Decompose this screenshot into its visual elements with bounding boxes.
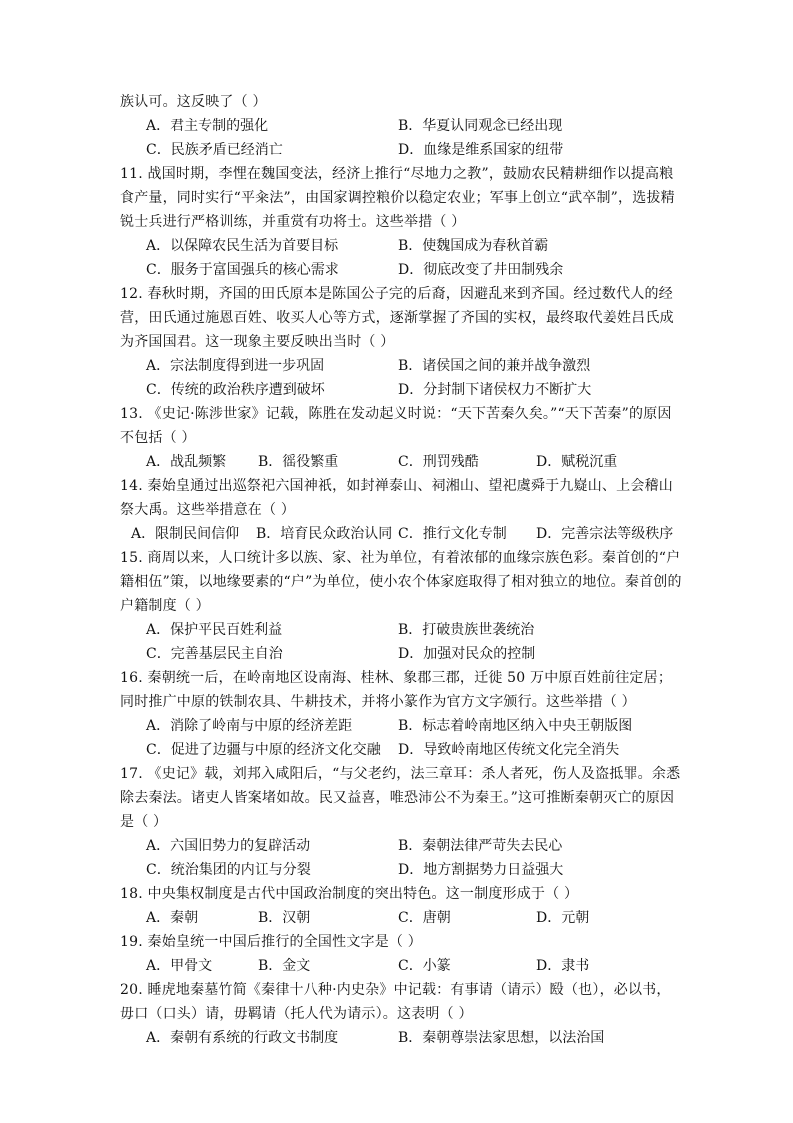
option-13-c: C．刑罚残酷 xyxy=(398,454,479,470)
option-10-c: C．民族矛盾已经消亡 xyxy=(146,142,283,158)
option-19-a: A．甲骨文 xyxy=(146,958,213,974)
option-10-d: D．血缘是维系国家的纽带 xyxy=(398,142,564,158)
option-14-c: C．推行文化专制 xyxy=(398,526,507,542)
question-17-line-1: 17. 《史记》载，刘邦入咸阳后，“与父老约，法三章耳：杀人者死，伤人及盗抵罪。余悉 xyxy=(120,766,681,782)
option-14-a: A．限制民间信仰 xyxy=(131,526,240,542)
question-11-line-3: 锐士兵进行严格训练，并重赏有功将士。这些举措（ ） xyxy=(120,214,466,230)
option-13-a: A．战乱频繁 xyxy=(146,454,227,470)
question-15-line-2: 籍相伍”策，以地缘要素的“户”为单位，使小农个体家庭取得了相对独立的地位。秦首创的 xyxy=(120,574,682,590)
option-18-d: D．元朝 xyxy=(536,910,590,926)
question-17-line-3: 是（ ） xyxy=(120,814,168,830)
option-14-b: B．培育民众政治认同 xyxy=(256,526,393,542)
question-14-line-2: 祭大禹。这些举措意在（ ） xyxy=(120,502,296,518)
question-17-line-2: 除去秦法。诸吏人皆案堵如故。民又益喜，唯恐沛公不为秦王。”这可推断秦朝灭亡的原因 xyxy=(120,790,675,806)
option-18-c: C．唐朝 xyxy=(398,910,451,926)
question-14-line-1: 14. 秦始皇通过出巡祭祀六国神祇，如封禅泰山、祠湘山、望祀虞舜于九嶷山、上会稽山 xyxy=(120,478,673,494)
question-13-line-2: 不包括（ ） xyxy=(120,430,196,446)
option-20-b: B．秦朝尊崇法家思想，以法治国 xyxy=(398,1030,605,1046)
question-18-line-1: 18. 中央集权制度是古代中国政治制度的突出特色。这一制度形成于（ ） xyxy=(120,886,579,902)
option-12-a: A．宗法制度得到进一步巩固 xyxy=(146,358,325,374)
option-10-a: A．君主专制的强化 xyxy=(146,118,269,134)
question-19-line-1: 19. 秦始皇统一中国后推行的全国性文字是（ ） xyxy=(120,934,422,950)
option-20-a: A．秦朝有系统的行政文书制度 xyxy=(146,1030,339,1046)
option-15-c: C．完善基层民主自治 xyxy=(146,646,283,662)
option-16-b: B．标志着岭南地区纳入中央王朝版图 xyxy=(398,718,633,734)
question-16-line-1: 16. 秦朝统一后，在岭南地区设南海、桂林、象郡三郡，迁徙 50 万中原百姓前往定居； xyxy=(120,670,673,686)
option-19-c: C．小篆 xyxy=(398,958,451,974)
question-16-line-2: 同时推广中原的铁制农具、牛耕技术，并将小篆作为官方文字颁行。这些举措（ ） xyxy=(120,694,636,710)
question-13-line-1: 13. 《史记·陈涉世家》记载，陈胜在发动起义时说：“天下苦秦久矣。”“天下苦秦”的原因 xyxy=(120,406,672,422)
option-15-d: D．加强对民众的控制 xyxy=(398,646,536,662)
option-19-b: B．金文 xyxy=(258,958,311,974)
question-10-stem-end: 族认可。这反映了（ ） xyxy=(120,94,267,110)
question-15-line-3: 户籍制度（ ） xyxy=(120,598,210,614)
option-13-d: D．赋税沉重 xyxy=(536,454,618,470)
question-12-line-1: 12. 春秋时期，齐国的田氏原本是陈国公子完的后裔，因避乱来到齐国。经过数代人的经 xyxy=(120,286,673,302)
option-17-b: B．秦朝法律严苛失去民心 xyxy=(398,838,563,854)
question-20-line-1: 20. 睡虎地秦墓竹简《秦律十八种·内史杂》中记载：有事请（请示）殹（也），必以书， xyxy=(120,982,671,998)
option-10-b: B．华夏认同观念已经出现 xyxy=(398,118,563,134)
option-18-a: A．秦朝 xyxy=(146,910,199,926)
option-16-c: C．促进了边疆与中原的经济文化交融 xyxy=(146,742,381,758)
question-15-line-1: 15. 商周以来，人口统计多以族、家、社为单位，有着浓郁的血缘宗族色彩。秦首创的“户 xyxy=(120,550,681,566)
option-12-b: B．诸侯国之间的兼并战争激烈 xyxy=(398,358,591,374)
option-11-b: B．使魏国成为春秋首霸 xyxy=(398,238,549,254)
option-15-b: B．打破贵族世袭统治 xyxy=(398,622,535,638)
question-12-line-2: 营，田氏通过施恩百姓、收买人心等方式，逐渐掌握了齐国的实权，最终取代姜姓吕氏成 xyxy=(120,310,674,326)
option-11-d: D．彻底改变了井田制残余 xyxy=(398,262,564,278)
option-14-d: D．完善宗法等级秩序 xyxy=(536,526,674,542)
option-18-b: B．汉朝 xyxy=(258,910,311,926)
option-16-a: A．消除了岭南与中原的经济差距 xyxy=(146,718,353,734)
question-20-line-2: 毋口（口头）请，毋羁请（托人代为请示）。这表明（ ） xyxy=(120,1006,473,1022)
option-11-c: C．服务于富国强兵的核心需求 xyxy=(146,262,339,278)
question-11-line-1: 11. 战国时期，李悝在魏国变法，经济上推行“尽地力之教”，鼓励农民精耕细作以提高粮 xyxy=(120,166,674,182)
option-11-a: A．以保障农民生活为首要目标 xyxy=(146,238,339,254)
question-12-line-3: 为齐国国君。这一现象主要反映出当时（ ） xyxy=(120,334,395,350)
question-11-line-2: 食产量，同时实行“平籴法”，由国家调控粮价以稳定农业；军事上创立“武卒制”，选拔精 xyxy=(120,190,675,206)
option-12-c: C．传统的政治秩序遭到破坏 xyxy=(146,382,325,398)
option-17-a: A．六国旧势力的复辟活动 xyxy=(146,838,311,854)
option-17-d: D．地方割据势力日益强大 xyxy=(398,862,564,878)
option-12-d: D．分封制下诸侯权力不断扩大 xyxy=(398,382,592,398)
option-15-a: A．保护平民百姓利益 xyxy=(146,622,283,638)
option-19-d: D．隶书 xyxy=(536,958,590,974)
option-17-c: C．统治集团的内讧与分裂 xyxy=(146,862,311,878)
option-13-b: B．徭役繁重 xyxy=(258,454,339,470)
option-16-d: D．导致岭南地区传统文化完全消失 xyxy=(398,742,620,758)
